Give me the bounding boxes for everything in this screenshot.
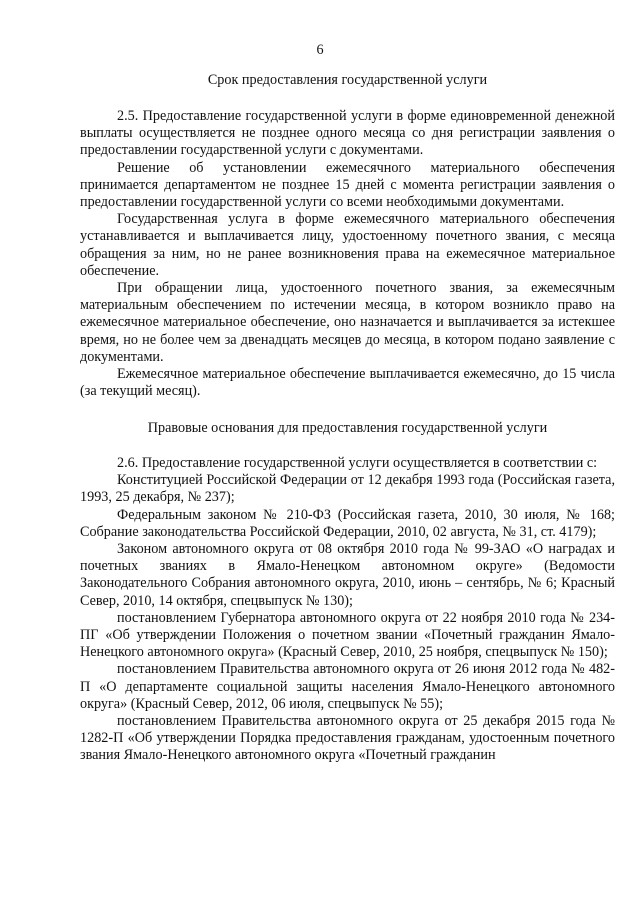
section-heading-legal-basis: Правовые основания для предоставления государственной услуги (147, 420, 548, 436)
page-number: 6 (316, 42, 324, 58)
paragraph: 2.5. Предоставление государственной услуги в форме единовременной денежной выплаты осуществляется не позднее одного месяца со дня регистрации заявления о предоставлении государственной услуги с документами. (80, 108, 615, 159)
paragraph: Государственная услуга в форме ежемесячного материального обеспечения устанавливается и выплачивается лицу, удостоенному почетного звания, с месяца обращения за ним, но не ранее возникновения права на ежемесячное материальное обеспечение. (80, 211, 615, 279)
paragraph: Ежемесячное материальное обеспечение выплачивается ежемесячно, до 15 числа (за текущий месяц). (80, 366, 615, 400)
paragraph: постановлением Губернатора автономного округа от 22 ноября 2010 года № 234-ПГ «Об утверждении Положения о почетном звании «Почетный гражданин Ямало-Ненецкого автономного округа» (Красный Север, 2010, 25 ноября, спецвыпуск № 150); (80, 609, 615, 661)
paragraph: 2.6. Предоставление государственной услуги осуществляется в соответствии с: (117, 455, 598, 471)
section-heading-term: Срок предоставления государственной услуги (207, 72, 488, 88)
section-body-legal-basis (80, 455, 615, 765)
paragraph: постановлением Правительства автономного округа от 25 декабря 2015 года № 1282-П «Об утверждении Порядка предоставления гражданам, удостоенным почетного звания Ямало-Ненецкого автономного округа «Почетный гражданин (80, 713, 615, 764)
paragraph: Законом автономного округа от 08 октября 2010 года № 99-ЗАО «О наградах и почетных званиях в Ямало-Ненецком автономном округе» (Ведомости Законодательного Собрания автономного округа, 2010, июнь – сентябрь, № 6; Красный Север, 2010, 14 октября, спецвыпуск № 130); (80, 541, 615, 609)
paragraph: Федеральным законом № 210-ФЗ (Российская газета, 2010, 30 июля, № 168; Собрание законодательства Российской Федерации, 2010, 02 августа, № 31, ст. 4179); (80, 506, 615, 540)
paragraph: Решение об установлении ежемесячного материального обеспечения принимается департаментом не позднее 15 дней с момента регистрации заявления о предоставлении государственной услуги со всеми необходимыми документами. (80, 159, 615, 211)
paragraph: При обращении лица, удостоенного почетного звания, за ежемесячным материальным обеспечением по истечении месяца, в котором возникло право на ежемесячное материальное обеспечение, оно назначается и выплачивается за истекшее время, но не более чем за двенадцать месяцев до месяца, в котором подано заявление с документами. (80, 280, 615, 365)
paragraph: постановлением Правительства автономного округа от 26 июня 2012 года № 482-П «О департаменте социальной защиты населения Ямало-Ненецкого автономного округа» (Красный Север, 2012, 06 июля, спецвыпуск № 55); (80, 661, 615, 712)
section-body-term (80, 108, 615, 400)
paragraph: Конституцией Российской Федерации от 12 декабря 1993 года (Российская газета, 1993, 25 декабря, № 237); (80, 472, 615, 506)
